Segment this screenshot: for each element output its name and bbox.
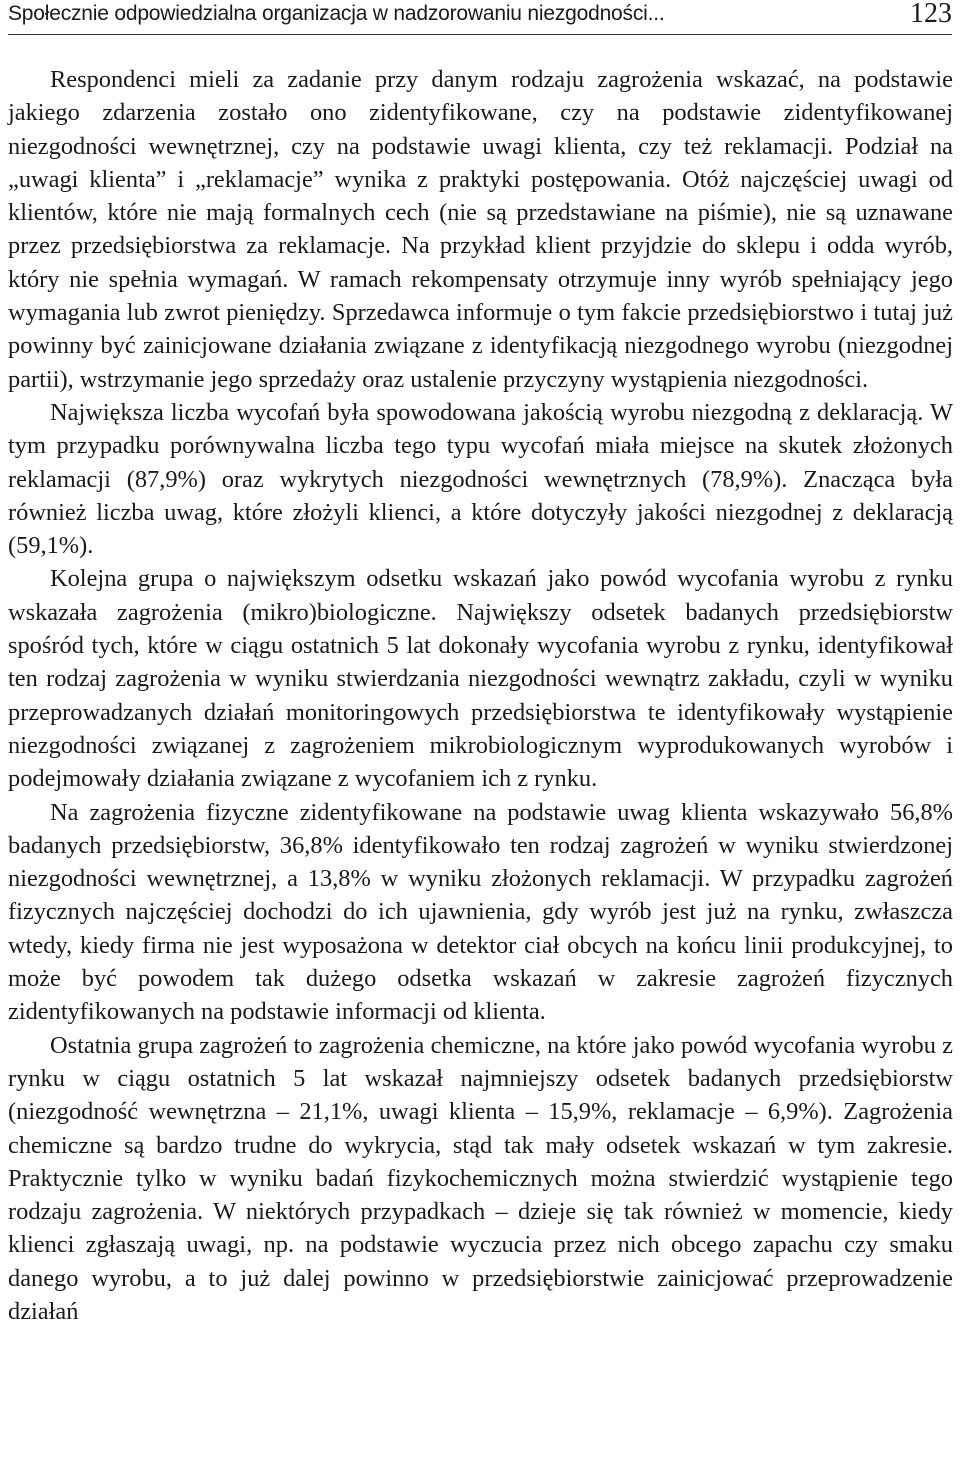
page-header	[8, 0, 952, 35]
paragraph: Kolejna grupa o największym odsetku wskazań jako powód wycofania wyrobu z rynku wskazała zagrożenia (mikro)biologiczne. Największy odsetek badanych przedsiębiorstw spośród tych, które w ciągu ostatnich 5 lat dokonały wycofania wyrobu z rynku, identyfikował ten rodzaj zagrożenia w wyniku stwierdzania niezgodności wewnątrz zakładu, czyli w wyniku przeprowadzanych działań monitoringowych przedsiębiorstwa te identyfikowały wystąpienie niezgodności związanej z zagrożeniem mikrobiologicznym wyprodukowanych wyrobów i podejmowały działania związane z wycofaniem ich z rynku.	[8, 565, 953, 793]
paragraph: Największa liczba wycofań była spowodowana jakością wyrobu niezgodną z deklaracją. W tym przypadku porównywalna liczba tego typu wycofań miała miejsce na skutek złożonych reklamacji (87,9%) oraz wykrytych niezgodności wewnętrznych (78,9%). Znacząca była również liczba uwag, które złożyli klienci, a które dotyczyły jakości niezgodnej z deklaracją (59,1%).	[8, 398, 953, 560]
paragraph: Na zagrożenia fizyczne zidentyfikowane na podstawie uwag klienta wskazywało 56,8% badanych przedsiębiorstw, 36,8% identyfikowało ten rodzaj zagrożeń w wyniku stwierdzonej niezgodności wewnętrznej, a 13,8% w wyniku złożonych reklamacji. W przypadku zagrożeń fizycznych najczęściej dochodzi do ich ujawnienia, gdy wyrób jest już na rynku, zwłaszcza wtedy, kiedy firma nie jest wyposażona w detektor ciał obcych na końcu linii produkcyjnej, to może być powodem tak dużego odsetka wskazań w zakresie zagrożeń fizycznych zidentyfikowanych na podstawie informacji od klienta.	[8, 798, 953, 1026]
paragraph: Ostatnia grupa zagrożeń to zagrożenia chemiczne, na które jako powód wycofania wyrobu z rynku w ciągu ostatnich 5 lat wskazał najmniejszy odsetek badanych przedsiębiorstw (niezgodność wewnętrzna – 21,1%, uwagi klienta – 15,9%, reklamacje – 6,9%). Zagrożenia chemiczne są bardzo trudne do wykrycia, stąd tak mały odsetek wskazań w tym zakresie. Praktycznie tylko w wyniku badań fizykochemicznych można stwierdzić wystąpienie tego rodzaju zagrożenia. W niektórych przypadkach – dzieje się tak również w momencie, kiedy klienci zgłaszają uwagi, np. na podstawie wyczucia przez nich obcego zapachu czy smaku danego wyrobu, a to już dalej powinno w przedsiębiorstwie zainicjować przeprowadzenie działań	[8, 1031, 953, 1325]
running-title: Społecznie odpowiedzialna organizacja w nadzorowaniu niezgodności...	[8, 2, 665, 25]
body-text	[8, 63, 953, 1328]
paragraph: Respondenci mieli za zadanie przy danym rodzaju zagrożenia wskazać, na podstawie jakiego zdarzenia zostało ono zidentyfikowane, czy na podstawie zidentyfikowanej niezgodności wewnętrznej, czy na podstawie uwagi klienta, czy też reklamacji. Podział na „uwagi klienta” i „reklamacje” wynika z praktyki postępowania. Otóż najczęściej uwagi od klientów, które nie mają formalnych cech (nie są przedstawiane na piśmie), nie są uznawane przez przedsiębiorstwa za reklamacje. Na przykład klient przyjdzie do sklepu i odda wyrób, który nie spełnia wymagań. W ramach rekompensaty otrzymuje inny wyrób spełniający jego wymagania lub zwrot pieniędzy. Sprzedawca informuje o tym fakcie przedsiębiorstwo i tutaj już powinny być zainicjowane działania związane z identyfikacją niezgodnego wyrobu (niezgodnej partii), wstrzymanie jego sprzedaży oraz ustalenie przyczyny wystąpienia niezgodności.	[8, 66, 953, 393]
page-number: 123	[910, 0, 952, 29]
